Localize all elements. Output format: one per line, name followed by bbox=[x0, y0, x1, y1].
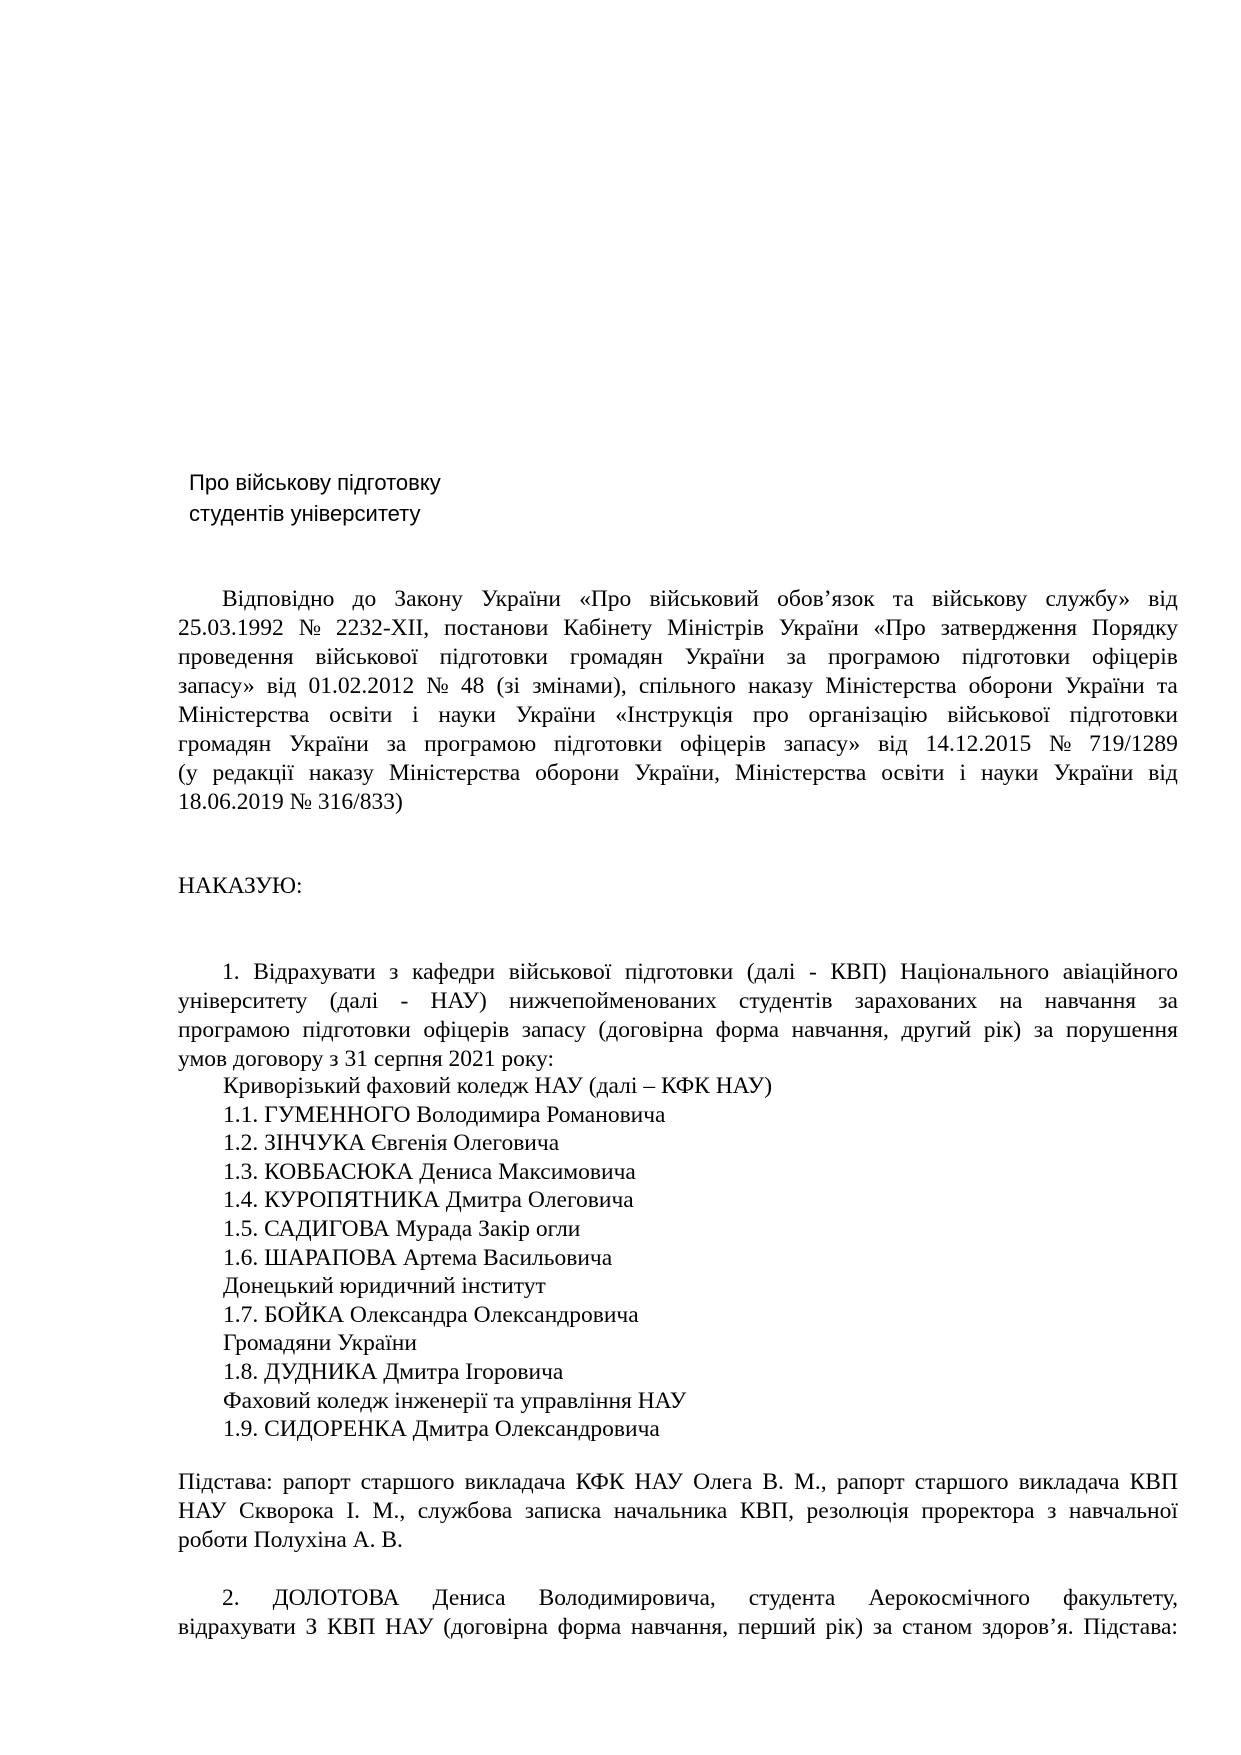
word: Міністрів bbox=[667, 615, 764, 641]
word: № bbox=[426, 673, 449, 699]
word: від bbox=[878, 731, 908, 757]
item1-line-2 bbox=[178, 987, 1178, 1016]
word: проведення bbox=[178, 644, 294, 670]
word: наказу bbox=[748, 673, 814, 699]
word: перший bbox=[737, 1614, 816, 1640]
preamble-line-2 bbox=[178, 614, 1178, 643]
list-item: 1.8. ДУДНИКА Дмитра Ігоровича bbox=[223, 1358, 564, 1385]
word: навчання, bbox=[630, 1614, 729, 1640]
word: М., bbox=[794, 1469, 827, 1495]
word: станом bbox=[902, 1614, 973, 1640]
word: України bbox=[1053, 760, 1134, 786]
word: військової bbox=[315, 644, 418, 670]
word: авіаційного bbox=[1062, 959, 1178, 985]
word: службу» bbox=[1045, 586, 1131, 612]
word: Дениса bbox=[432, 1585, 506, 1611]
word: України, bbox=[634, 760, 720, 786]
word: науки bbox=[980, 760, 1039, 786]
word: (далі bbox=[746, 959, 796, 985]
word: рік) bbox=[825, 1614, 864, 1640]
word: України bbox=[1064, 673, 1145, 699]
word: оборони bbox=[535, 760, 620, 786]
word: військовий bbox=[649, 586, 760, 612]
word: Скворока bbox=[239, 1498, 334, 1524]
word: підготовки bbox=[624, 959, 734, 985]
word: КВП) bbox=[830, 959, 887, 985]
word: З bbox=[305, 1614, 318, 1640]
word: на bbox=[999, 988, 1023, 1014]
word: Національного bbox=[900, 959, 1050, 985]
word: зарахованих bbox=[854, 988, 978, 1014]
word: про bbox=[752, 702, 789, 728]
word: з bbox=[1047, 1498, 1057, 1524]
word: КВП, bbox=[739, 1498, 795, 1524]
preamble-line-3 bbox=[178, 643, 1178, 672]
order-subject bbox=[189, 467, 441, 529]
word: підготовки bbox=[961, 644, 1071, 670]
word: 48 bbox=[460, 673, 485, 699]
word: викладача bbox=[464, 1469, 566, 1495]
word: Володимировича, bbox=[538, 1585, 716, 1611]
word: 2232-XII, bbox=[335, 615, 430, 641]
word: НАУ bbox=[385, 1614, 434, 1640]
word: НАУ bbox=[634, 1469, 684, 1495]
word: (договірна bbox=[598, 1017, 704, 1043]
word: підготовки bbox=[1069, 702, 1178, 728]
basis-line-2 bbox=[178, 1497, 1178, 1526]
item2-line-1 bbox=[178, 1584, 1178, 1613]
order-item-2 bbox=[178, 1584, 1178, 1642]
word: Міністерства bbox=[734, 760, 867, 786]
word: навчання bbox=[1044, 988, 1137, 1014]
word: від bbox=[1148, 760, 1178, 786]
word: Аерокосмічного bbox=[868, 1585, 1031, 1611]
word: підготовки bbox=[302, 1017, 411, 1043]
word: Олега bbox=[693, 1469, 753, 1495]
word: рік) bbox=[983, 1017, 1022, 1043]
word: затвердження bbox=[940, 615, 1078, 641]
word: рапорт bbox=[282, 1469, 351, 1495]
word: Підстава: bbox=[178, 1469, 273, 1495]
word: спільного bbox=[638, 673, 736, 699]
word: України bbox=[481, 586, 561, 612]
word: України bbox=[684, 644, 765, 670]
word: 1. bbox=[222, 959, 240, 985]
word: форма bbox=[715, 1017, 780, 1043]
word: за bbox=[872, 1614, 893, 1640]
student-list bbox=[223, 1072, 772, 1444]
list-item: 1.3. КОВБАСЮКА Дениса Максимовича bbox=[223, 1158, 636, 1185]
word: офіцерів bbox=[423, 1017, 510, 1043]
word: КВП bbox=[1129, 1469, 1178, 1495]
word: запасу bbox=[521, 1017, 586, 1043]
word: військової bbox=[508, 959, 612, 985]
word: В. bbox=[762, 1469, 784, 1495]
word: України bbox=[288, 731, 369, 757]
word: університету bbox=[178, 988, 308, 1014]
list-item: 1.1. ГУМЕННОГО Володимира Романовича bbox=[223, 1101, 666, 1128]
word: постанови bbox=[444, 615, 549, 641]
word: запасу» bbox=[783, 731, 861, 757]
word: «Про bbox=[579, 586, 632, 612]
word: запасу» bbox=[178, 673, 255, 699]
word: студента bbox=[748, 1585, 836, 1611]
word: Міністерства bbox=[825, 673, 957, 699]
list-item: Фаховий коледж інженерії та управління НАУ bbox=[223, 1387, 687, 1414]
word: за bbox=[1158, 988, 1178, 1014]
word: наказу bbox=[308, 760, 374, 786]
word: начальника bbox=[613, 1498, 728, 1524]
word: факультету, bbox=[1063, 1585, 1178, 1611]
word: оборони bbox=[968, 673, 1053, 699]
word: громадян bbox=[569, 644, 663, 670]
word: освіти bbox=[881, 760, 945, 786]
word: «Про bbox=[873, 615, 926, 641]
word: та bbox=[892, 586, 914, 612]
word: другий bbox=[901, 1017, 972, 1043]
word: за bbox=[786, 644, 807, 670]
word: Міністерства bbox=[178, 702, 310, 728]
word: порушення bbox=[1065, 1017, 1178, 1043]
item1-line-3 bbox=[178, 1016, 1178, 1045]
word: кафедри bbox=[412, 959, 496, 985]
word: Кабінету bbox=[563, 615, 653, 641]
list-item: 1.7. БОЙКА Олександра Олександровича bbox=[223, 1301, 639, 1328]
word: «Інструкція bbox=[615, 702, 733, 728]
preamble-line-5 bbox=[178, 701, 1178, 730]
basis-line-1 bbox=[178, 1468, 1178, 1497]
word: КВП bbox=[326, 1614, 376, 1640]
subject-line-1: Про військову підготовку bbox=[189, 470, 441, 495]
list-item: Донецький юридичний інститут bbox=[223, 1273, 546, 1300]
word: ДОЛОТОВА bbox=[272, 1585, 400, 1611]
list-item: 1.9. СИДОРЕНКА Дмитра Олександровича bbox=[223, 1416, 660, 1443]
word: організацію bbox=[808, 702, 928, 728]
word: за bbox=[1033, 1017, 1054, 1043]
word: від bbox=[1148, 586, 1178, 612]
basis-line-3: роботи Полухіна А. В. bbox=[178, 1527, 403, 1553]
word: (зі bbox=[496, 673, 521, 699]
list-item: Криворізький фаховий коледж НАУ (далі – КФК НАУ) bbox=[223, 1073, 773, 1099]
preamble-line-7 bbox=[178, 759, 1178, 788]
word: Відрахувати bbox=[253, 959, 376, 985]
word: України bbox=[515, 702, 596, 728]
order-heading: НАКАЗУЮ: bbox=[178, 873, 303, 899]
word: КФК bbox=[575, 1469, 625, 1495]
item2-line-2 bbox=[178, 1613, 1178, 1642]
word: 25.03.1992 bbox=[178, 615, 284, 641]
word: Відповідно bbox=[222, 586, 335, 612]
order-item-1 bbox=[178, 958, 1178, 1074]
list-item: 1.6. ШАРАПОВА Артема Васильовича bbox=[223, 1244, 613, 1271]
word: офіцерів bbox=[1092, 644, 1178, 670]
word: змінами), bbox=[532, 673, 627, 699]
word: відрахувати bbox=[178, 1614, 296, 1640]
list-item: Громадяни України bbox=[223, 1330, 417, 1357]
list-item: 1.2. ЗІНЧУКА Євгенія Олеговича bbox=[223, 1130, 560, 1157]
word: навчальної bbox=[1068, 1498, 1178, 1524]
word: підготовки bbox=[553, 731, 663, 757]
word: - bbox=[400, 988, 409, 1014]
item1-line-1 bbox=[178, 958, 1178, 987]
word: програмою bbox=[424, 731, 537, 757]
word: України bbox=[778, 615, 859, 641]
word: резолюція bbox=[806, 1498, 909, 1524]
word: з bbox=[389, 959, 399, 985]
word: проректора bbox=[921, 1498, 1035, 1524]
word: 14.12.2015 bbox=[925, 731, 1032, 757]
word: військову bbox=[931, 586, 1028, 612]
word: - bbox=[808, 959, 817, 985]
word: Міністерства bbox=[388, 760, 521, 786]
preamble-paragraph bbox=[178, 585, 1178, 817]
word: студентів bbox=[738, 988, 833, 1014]
word: 2. bbox=[222, 1585, 240, 1611]
preamble-line-1 bbox=[178, 585, 1178, 614]
word: Порядку bbox=[1091, 615, 1178, 641]
word: І. bbox=[346, 1498, 361, 1524]
word: старшого bbox=[360, 1469, 455, 1495]
word: освіти bbox=[329, 702, 393, 728]
word: викладача bbox=[1018, 1469, 1120, 1495]
subject-line-2: студентів університету bbox=[189, 501, 421, 526]
word: 719/1289 bbox=[1089, 731, 1178, 757]
word: і bbox=[959, 760, 966, 786]
word: НАУ bbox=[178, 1498, 227, 1524]
word: № bbox=[298, 615, 322, 641]
word: офіцерів bbox=[680, 731, 766, 757]
word: здоров’я. bbox=[981, 1614, 1074, 1640]
word: рапорт bbox=[836, 1469, 905, 1495]
preamble-line-8: 18.06.2019 № 316/833) bbox=[178, 789, 403, 815]
preamble-line-4 bbox=[178, 672, 1178, 701]
word: записка bbox=[524, 1498, 602, 1524]
preamble-line-6 bbox=[178, 730, 1178, 759]
word: службова bbox=[417, 1498, 513, 1524]
word: громадян bbox=[178, 731, 272, 757]
basis-paragraph bbox=[178, 1468, 1178, 1555]
list-item: 1.4. КУРОПЯТНИКА Дмитра Олеговича bbox=[223, 1187, 634, 1214]
word: (договірна bbox=[443, 1614, 548, 1640]
word: (у bbox=[178, 760, 198, 786]
word: НАУ) bbox=[430, 988, 487, 1014]
word: 01.02.2012 bbox=[308, 673, 415, 699]
word: за bbox=[386, 731, 407, 757]
word: програмою bbox=[178, 1017, 291, 1043]
word: Закону bbox=[394, 586, 463, 612]
word: та bbox=[1156, 673, 1178, 699]
word: програмою bbox=[827, 644, 941, 670]
word: підготовки bbox=[439, 644, 549, 670]
word: військової bbox=[947, 702, 1050, 728]
word: № bbox=[1048, 731, 1072, 757]
word: редакції bbox=[212, 760, 294, 786]
word: нижчепойменованих bbox=[509, 988, 717, 1014]
word: до bbox=[352, 586, 377, 612]
word: науки bbox=[438, 702, 496, 728]
word: форма bbox=[557, 1614, 622, 1640]
list-item: 1.5. САДИГОВА Мурада Закір огли bbox=[223, 1215, 581, 1242]
word: старшого bbox=[914, 1469, 1009, 1495]
word: М., bbox=[372, 1498, 406, 1524]
word: навчання, bbox=[791, 1017, 889, 1043]
word: від bbox=[266, 673, 297, 699]
word: (далі bbox=[329, 988, 379, 1014]
word: і bbox=[412, 702, 419, 728]
word: Підстава: bbox=[1083, 1614, 1178, 1640]
word: обов’язок bbox=[777, 586, 875, 612]
item1-line-4: умов договору з 31 серпня 2021 року: bbox=[178, 1046, 554, 1072]
